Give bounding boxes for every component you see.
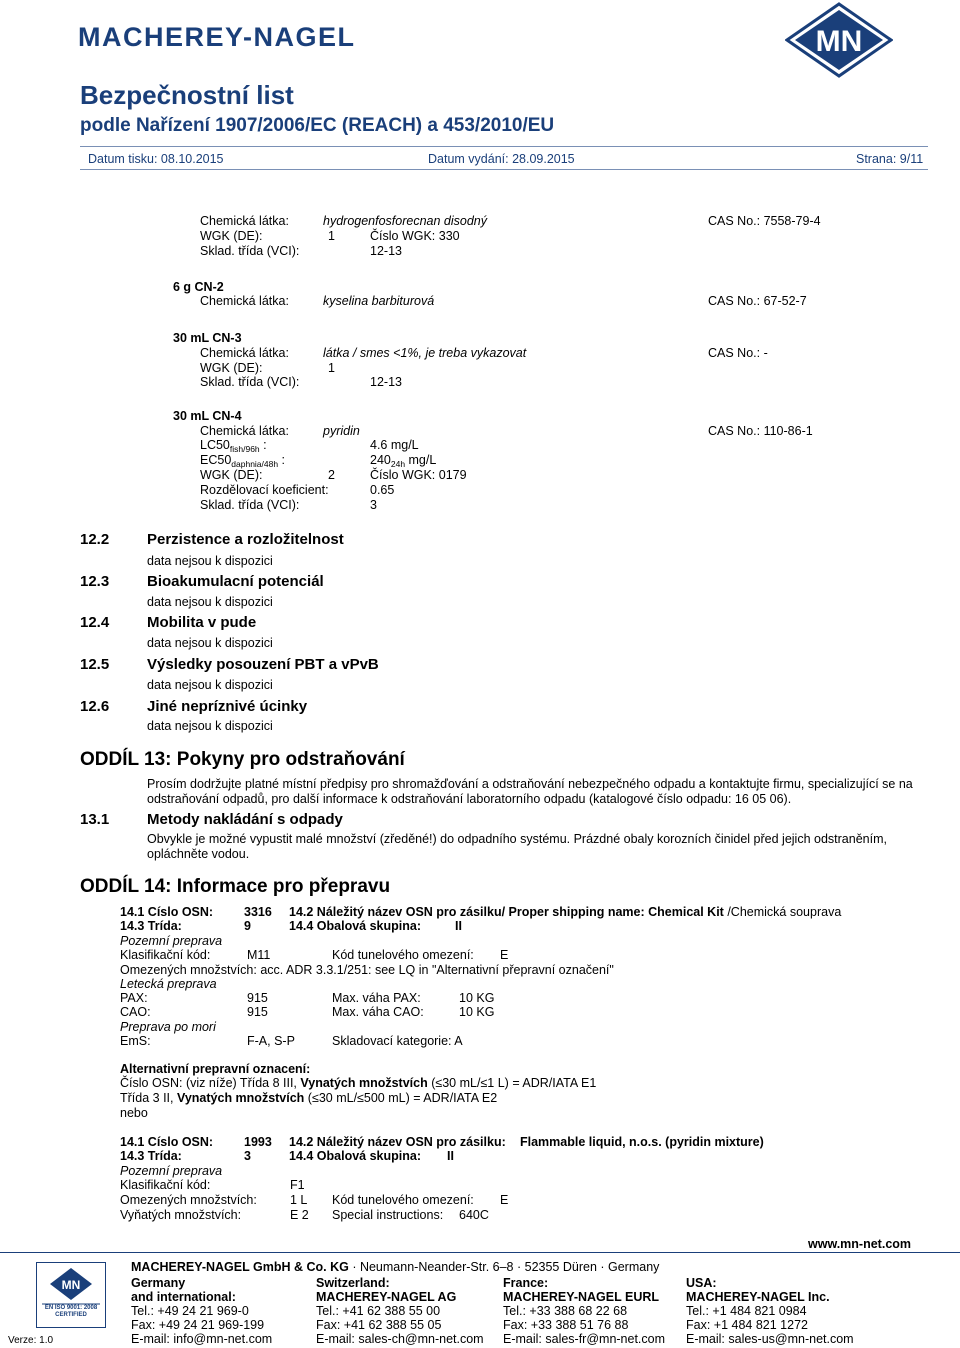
wgk-value: 1 (328, 229, 335, 243)
brand-name: MACHEREY-NAGEL (78, 22, 356, 52)
footer-col-switzerland-fax: Fax: +41 62 388 55 05 (316, 1318, 442, 1332)
footer-website[interactable]: www.mn-net.com (808, 1237, 912, 1251)
header-divider-top (80, 146, 928, 147)
transport-mode-land: Pozemní preprava (120, 1164, 223, 1178)
wgk-number: Číslo WGK: 330 (370, 229, 460, 243)
limited-quantity-value: 1 L (290, 1193, 308, 1207)
footer-col-switzerland-heading: Switzerland: (316, 1276, 390, 1290)
tunnel-label: Kód tunelového omezení: (332, 1193, 474, 1207)
transport-mode-air: Letecká preprava (120, 977, 217, 991)
subsection-text: data nejsou k dispozici (147, 554, 273, 568)
cas-number: CAS No.: - (708, 346, 768, 360)
limited-quantity-label: Omezených množstvích: (120, 1193, 257, 1207)
wgk-label: WGK (DE): (200, 229, 263, 243)
packing-group-label: 14.4 Obalová skupina: (289, 1149, 421, 1163)
tunnel-label: Kód tunelového omezení: (332, 948, 474, 962)
footer-divider (0, 1252, 960, 1253)
sklad-label: Sklad. třída (VCI): (200, 375, 300, 389)
cas-number: CAS No.: 67-52-7 (708, 294, 807, 308)
footer-col-switzerland-sub: MACHEREY-NAGEL AG (316, 1290, 457, 1304)
transport-mode-sea: Preprava po mori (120, 1020, 216, 1034)
wgk-label: WGK (DE): (200, 468, 263, 482)
component-heading: 30 mL CN-3 (173, 331, 242, 345)
subsection-title: Výsledky posouzení PBT a vPvB (147, 656, 379, 673)
footer-col-switzerland-tel: Tel.: +41 62 388 55 00 (316, 1304, 441, 1318)
class-label: 14.3 Trída: (120, 1149, 182, 1163)
rozd-label: Rozdělovací koeficient: (200, 483, 329, 497)
subsection-text: data nejsou k dispozici (147, 719, 273, 733)
section-14-title: ODDÍL 14: Informace pro přepravu (80, 876, 391, 897)
subsection-title: Jiné nepríznivé úcinky (147, 698, 308, 715)
footer-col-usa-email[interactable]: E-mail: sales-us@mn-net.com (686, 1332, 854, 1346)
sklad-value: 12-13 (370, 375, 402, 389)
class-label: 14.3 Trída: (120, 919, 182, 933)
wgk-number: Číslo WGK: 0179 (370, 468, 467, 482)
excepted-quantity-value: E 2 (290, 1208, 309, 1222)
page-number: Strana: 9/11 (856, 152, 924, 166)
sklad-value: 12-13 (370, 244, 402, 258)
page-title: Bezpečnostní list (80, 80, 294, 110)
wgk-value: 2 (328, 468, 335, 482)
ec50-label: $EC50_{daphnia/48h}$ : (200, 453, 286, 469)
cas-number: CAS No.: 110-86-1 (708, 424, 813, 438)
subsection-title: Metody nakládání s odpady (147, 811, 343, 828)
footer-col-usa-sub: MACHEREY-NAGEL Inc. (686, 1290, 830, 1304)
class-code-label: Klasifikační kód: (120, 948, 211, 962)
subsection-title: Perzistence a rozložitelnost (147, 531, 344, 548)
subsection-text: data nejsou k dispozici (147, 595, 273, 609)
subsection-number: 13.1 (80, 811, 110, 828)
ec50-value: $240_{24h}$ mg/L (370, 453, 437, 469)
chem-value: kyselina barbiturová (323, 294, 435, 308)
cao-label: CAO: (120, 1005, 151, 1019)
alt-marking-or: nebo (120, 1106, 148, 1120)
section-13-title: ODDÍL 13: Pokyny pro odstraňování (80, 749, 405, 770)
sklad-label: Sklad. třída (VCI): (200, 498, 300, 512)
component-heading: 30 mL CN-4 (173, 409, 242, 423)
chem-value: látka / smes <1%, je treba vykazovat (323, 346, 527, 360)
footer-col-switzerland-email[interactable]: E-mail: sales-ch@mn-net.com (316, 1332, 484, 1346)
footer-col-germany-sub: and international: (131, 1290, 236, 1304)
pax-max-label: Max. váha PAX: (332, 991, 421, 1005)
cao-value: 915 (247, 1005, 268, 1019)
footer-col-usa-fax: Fax: +1 484 821 1272 (686, 1318, 808, 1332)
class-code-value: M11 (247, 948, 271, 962)
svg-text:MN: MN (815, 25, 863, 58)
svg-text:MN: MN (61, 1278, 81, 1292)
alt-marking-heading: Alternativní prepravní oznacení: (120, 1062, 311, 1076)
rozd-value: 0.65 (370, 483, 395, 497)
cas-number: CAS No.: 7558-79-4 (708, 214, 821, 228)
ems-label: EmS: (120, 1034, 151, 1048)
footer-col-germany-tel: Tel.: +49 24 21 969-0 (131, 1304, 249, 1318)
subsection-text: data nejsou k dispozici (147, 678, 273, 692)
un-number-value: 1993 (244, 1135, 272, 1149)
subsection-number: 12.2 (80, 531, 110, 548)
shipping-name-value: Flammable liquid, n.o.s. (pyridin mixture) (520, 1135, 764, 1149)
subsection-number: 12.3 (80, 573, 110, 590)
shipping-name: 14.2 Náležitý název OSN pro zásilku/ Proper shipping name: Chemical Kit /Chemická souprava (289, 905, 842, 919)
packing-group-value: II (447, 1149, 454, 1163)
print-date: Datum tisku: 08.10.2015 (88, 152, 224, 166)
chem-label: Chemická látka: (200, 346, 289, 360)
limited-quantity: Omezených množstvích: acc. ADR 3.3.1/251: see LQ in "Alternativní přepravní označení" (120, 963, 614, 977)
footer-col-germany-heading: Germany (131, 1276, 186, 1290)
special-instructions-label: Special instructions: (332, 1208, 444, 1222)
tunnel-value: E (500, 1193, 509, 1207)
header-divider-bottom (80, 169, 928, 170)
sklad-value: 3 (370, 498, 377, 512)
shipping-name-label: 14.2 Náležitý název OSN pro zásilku: (289, 1135, 506, 1149)
class-code-label: Klasifikační kód: (120, 1178, 211, 1192)
class-code-value: F1 (290, 1178, 305, 1192)
subsection-title: Mobilita v pude (147, 614, 257, 631)
iso-cert-text: EN ISO 9001: 2008 CERTIFIED (44, 1305, 98, 1318)
alt-marking-line: Číslo OSN: (viz níže) Třída 8 III, Vynatých množstvích (≤30 mL/≤1 L) = ADR/IATA E1 (120, 1076, 597, 1090)
subsection-number: 12.5 (80, 656, 110, 673)
subsection-text: data nejsou k dispozici (147, 636, 273, 650)
pax-max-value: 10 KG (459, 991, 495, 1005)
class-value: 9 (244, 919, 251, 933)
footer-col-usa-heading: USA: (686, 1276, 717, 1290)
pax-label: PAX: (120, 991, 148, 1005)
section-13-text: Obvykle je možné vypustit malé množství (zředěné!) do odpadního systému. Prázdné obaly korozních činidel před jejich odstraněním, opláchněte vodou. (147, 832, 887, 861)
issue-date: Datum vydání: 28.09.2015 (428, 152, 575, 166)
storage-category: Skladovací kategorie: A (332, 1034, 463, 1048)
un-number-value: 3316 (244, 905, 272, 919)
chem-label: Chemická látka: (200, 294, 289, 308)
section-13-intro: Prosím dodržujte platné místní předpisy pro shromažďování a odstraňování nebezpečného odpadu a kontaktujte firmu, specializující se na odstraňování odpadů, pro další informace k odstraňování laboratorního odpadu (katalogové číslo odpadu: 16 05 06). (147, 777, 913, 806)
footer-col-germany-email[interactable]: E-mail: info@mn-net.com (131, 1332, 273, 1346)
un-number-label: 14.1 Císlo OSN: (120, 905, 214, 919)
footer-col-france-tel: Tel.: +33 388 68 22 68 (503, 1304, 628, 1318)
subsection-number: 12.4 (80, 614, 110, 631)
sklad-label: Sklad. třída (VCI): (200, 244, 300, 258)
footer-col-france-email[interactable]: E-mail: sales-fr@mn-net.com (503, 1332, 666, 1346)
cao-max-value: 10 KG (459, 1005, 495, 1019)
class-value: 3 (244, 1149, 251, 1163)
tunnel-value: E (500, 948, 509, 962)
pax-value: 915 (247, 991, 268, 1005)
version: Verze: 1.0 (8, 1335, 54, 1346)
component-heading: 6 g CN-2 (173, 280, 224, 294)
lc50-label: $LC50_{fish/96h}$ : (200, 438, 267, 454)
mn-logo-icon (785, 2, 893, 78)
chem-label: Chemická látka: (200, 424, 289, 438)
wgk-label: WGK (DE): (200, 361, 263, 375)
transport-mode-land: Pozemní preprava (120, 934, 223, 948)
footer-col-germany-fax: Fax: +49 24 21 969-199 (131, 1318, 265, 1332)
packing-group-label: 14.4 Obalová skupina: (289, 919, 421, 933)
un-number-label: 14.1 Císlo OSN: (120, 1135, 214, 1149)
footer-col-france-sub: MACHEREY-NAGEL EURL (503, 1290, 660, 1304)
footer-col-france-heading: France: (503, 1276, 549, 1290)
excepted-quantity-label: Vyňatých množstvích: (120, 1208, 242, 1222)
lc50-value: 4.6 mg/L (370, 438, 419, 452)
footer-col-france-fax: Fax: +33 388 51 76 88 (503, 1318, 629, 1332)
special-instructions-value: 640C (459, 1208, 489, 1222)
packing-group-value: II (455, 919, 462, 933)
footer-col-usa-tel: Tel.: +1 484 821 0984 (686, 1304, 807, 1318)
chem-value: pyridin (323, 424, 360, 438)
subsection-title: Bioakumulacní potenciál (147, 573, 324, 590)
ems-value: F-A, S-P (247, 1034, 295, 1048)
footer-company: MACHEREY-NAGEL GmbH & Co. KG · Neumann-Neander-Str. 6–8 · 52355 Düren · Germany (131, 1260, 660, 1274)
chem-label: Chemická látka: (200, 214, 289, 228)
wgk-value: 1 (328, 361, 335, 375)
cao-max-label: Max. váha CAO: (332, 1005, 424, 1019)
subsection-number: 12.6 (80, 698, 110, 715)
page-subtitle: podle Nařízení 1907/2006/EC (REACH) a 453/2010/EU (80, 115, 555, 136)
chem-value: hydrogenfosforecnan disodný (323, 214, 488, 228)
alt-marking-line: Třída 3 II, Vynatých množstvích (≤30 mL/≤500 mL) = ADR/IATA E2 (120, 1091, 498, 1105)
